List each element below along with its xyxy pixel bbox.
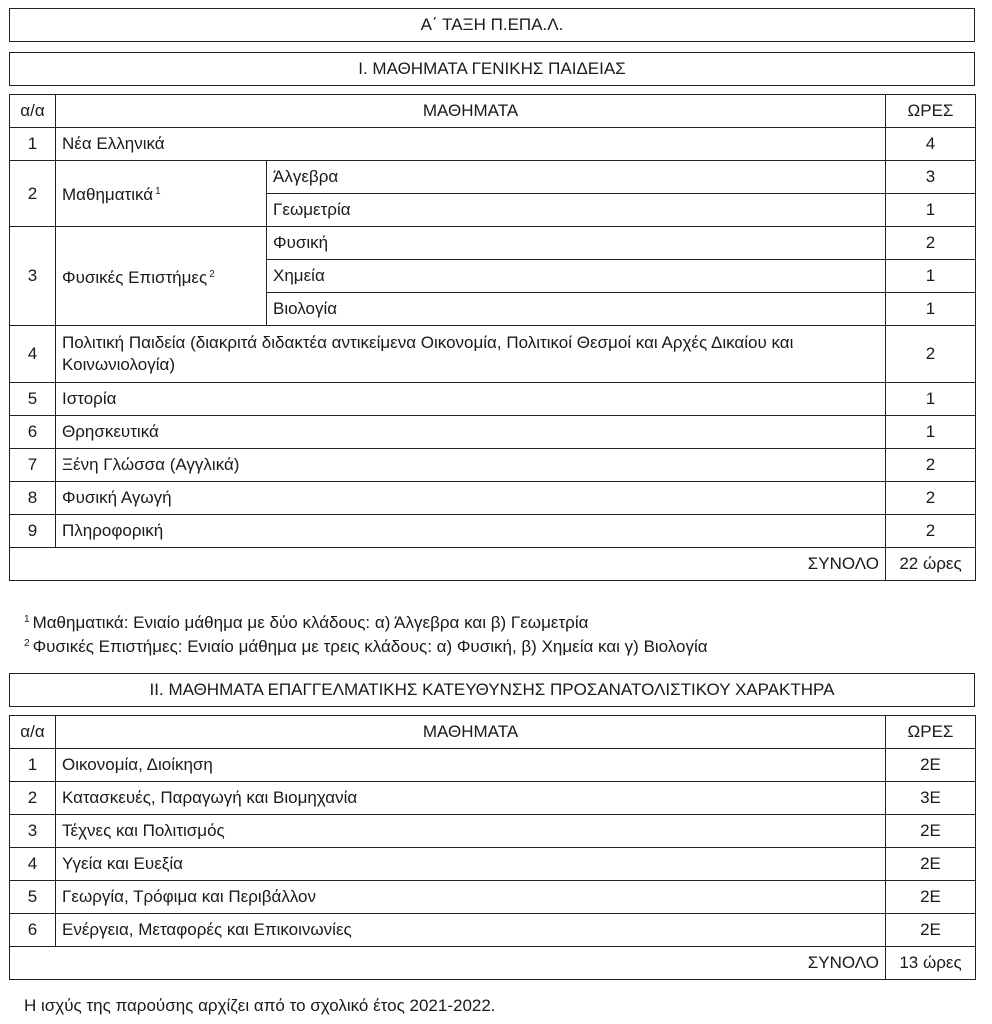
table-row (10, 914, 976, 947)
subject-name: Υγεία και Ευεξία (56, 848, 886, 881)
row-number: 8 (10, 482, 56, 515)
table-row (10, 881, 976, 914)
row-number: 9 (10, 515, 56, 548)
subject-name: Οικονομία, Διοίκηση (56, 749, 886, 782)
table-row (10, 482, 976, 515)
row-number: 7 (10, 449, 56, 482)
footnote-ref: 2 (209, 268, 215, 280)
row-number: 5 (10, 881, 56, 914)
total-label: ΣΥΝΟΛΟ (10, 947, 886, 980)
subject-hours: 1 (886, 260, 976, 293)
col-header-hours: ΩΡΕΣ (886, 95, 976, 128)
footnote-text: Μαθηματικά: Ενιαίο μάθημα με δύο κλάδους: α) Άλγεβρα και β) Γεωμετρία (32, 613, 589, 632)
subject-hours: 2 (886, 482, 976, 515)
subject-name: Θρησκευτικά (56, 416, 886, 449)
vocational-subjects-table (9, 715, 976, 980)
branch-name: Χημεία (267, 260, 886, 293)
subject-name: Ενέργεια, Μεταφορές και Επικοινωνίες (56, 914, 886, 947)
total-label: ΣΥΝΟΛΟ (10, 548, 886, 581)
table-row (10, 227, 976, 260)
footnote-ref: 1 (155, 186, 161, 197)
col-header-aa: α/α (10, 95, 56, 128)
subject-label: Φυσικές Επιστήμες (62, 267, 208, 287)
subject-name: Πολιτική Παιδεία (διακριτά διδακτέα αντικείμενα Οικονομία, Πολιτικοί Θεσμοί και Αρχές Δικαίου και Κοινωνιολογία) (56, 326, 886, 383)
total-row (10, 548, 976, 581)
subject-name: Τέχνες και Πολιτισμός (56, 815, 886, 848)
table-row (10, 815, 976, 848)
branch-name: Βιολογία (267, 293, 886, 326)
subject-name: Γεωργία, Τρόφιμα και Περιβάλλον (56, 881, 886, 914)
subject-hours: 2 (886, 326, 976, 383)
table-row (10, 782, 976, 815)
subject-name: Ξένη Γλώσσα (Αγγλικά) (56, 449, 886, 482)
subject-hours: 1 (886, 293, 976, 326)
table-row (10, 848, 976, 881)
subject-hours: 1 (886, 383, 976, 416)
row-number: 1 (10, 128, 56, 161)
subject-hours: 2Ε (886, 881, 976, 914)
total-value: 22 ώρες (886, 548, 976, 581)
table-row (10, 749, 976, 782)
row-number: 5 (10, 383, 56, 416)
subject-name (56, 161, 267, 227)
subject-hours: 2Ε (886, 914, 976, 947)
vocational-rows (10, 749, 976, 947)
row-number: 6 (10, 416, 56, 449)
subject-hours: 2 (886, 227, 976, 260)
total-value: 13 ώρες (886, 947, 976, 980)
row-number: 4 (10, 848, 56, 881)
table-header-row (10, 716, 976, 749)
row-number: 3 (10, 227, 56, 326)
col-header-subjects: ΜΑΘΗΜΑΤΑ (56, 716, 886, 749)
subject-hours: 1 (886, 416, 976, 449)
subject-hours: 2Ε (886, 749, 976, 782)
subject-name: Φυσική Αγωγή (56, 482, 886, 515)
subject-name: Νέα Ελληνικά (56, 128, 886, 161)
table-row (10, 161, 976, 194)
page-title: Α΄ ΤΑΞΗ Π.ΕΠΑ.Λ. (9, 8, 975, 42)
branch-name: Γεωμετρία (267, 194, 886, 227)
subject-hours: 3 (886, 161, 976, 194)
subject-hours: 2 (886, 515, 976, 548)
footnote-mark: 2 (24, 638, 30, 649)
table-header-row (10, 95, 976, 128)
subject-hours: 1 (886, 194, 976, 227)
subject-name: Ιστορία (56, 383, 886, 416)
table-row (10, 326, 976, 383)
branch-name: Άλγεβρα (267, 161, 886, 194)
row-number: 2 (10, 782, 56, 815)
row-number: 6 (10, 914, 56, 947)
col-header-aa: α/α (10, 716, 56, 749)
row-number: 2 (10, 161, 56, 227)
footnote-mark: 1 (24, 614, 30, 625)
subject-label: Μαθηματικά (62, 185, 154, 204)
subject-name (56, 227, 267, 326)
col-header-hours: ΩΡΕΣ (886, 716, 976, 749)
section-1-heading: Ι. ΜΑΘΗΜΑΤΑ ΓΕΝΙΚΗΣ ΠΑΙΔΕΙΑΣ (9, 52, 975, 86)
footnote-text: Φυσικές Επιστήμες: Ενιαίο μάθημα με τρεις κλάδους: α) Φυσική, β) Χημεία και γ) Βιολογία (32, 637, 708, 656)
table-row (10, 128, 976, 161)
branch-name: Φυσική (267, 227, 886, 260)
table-row (10, 383, 976, 416)
subject-hours: 4 (886, 128, 976, 161)
subject-hours: 2 (886, 449, 976, 482)
subject-name: Πληροφορική (56, 515, 886, 548)
section-2-heading: ΙΙ. ΜΑΘΗΜΑΤΑ ΕΠΑΓΓΕΛΜΑΤΙΚΗΣ ΚΑΤΕΥΘΥΝΣΗΣ ΠΡΟΣΑΝΑΤΟΛΙΣΤΙΚΟΥ ΧΑΡΑΚΤΗΡΑ (9, 673, 975, 707)
subject-hours: 2Ε (886, 848, 976, 881)
footnote-1 (24, 608, 588, 635)
subject-hours: 2Ε (886, 815, 976, 848)
table-row (10, 416, 976, 449)
subject-hours: 3Ε (886, 782, 976, 815)
general-subjects-table (9, 94, 976, 581)
footnote-2 (24, 632, 708, 659)
col-header-subjects: ΜΑΘΗΜΑΤΑ (56, 95, 886, 128)
validity-note: Η ισχύς της παρούσης αρχίζει από το σχολικό έτος 2021-2022. (24, 996, 496, 1015)
total-row (10, 947, 976, 980)
row-number: 3 (10, 815, 56, 848)
row-number: 4 (10, 326, 56, 383)
table-row (10, 515, 976, 548)
row-number: 1 (10, 749, 56, 782)
table-row (10, 449, 976, 482)
subject-name: Κατασκευές, Παραγωγή και Βιομηχανία (56, 782, 886, 815)
